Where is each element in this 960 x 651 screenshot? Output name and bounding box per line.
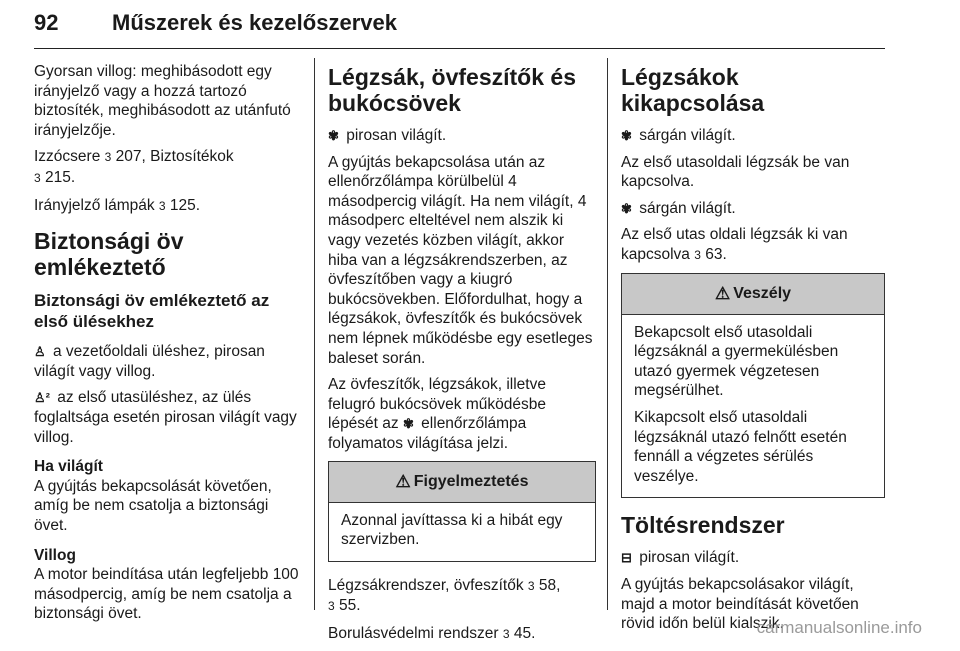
warning-box-header: ⚠ Figyelmeztetés — [329, 462, 595, 503]
paragraph: A gyújtás bekapcsolását követően, amíg be nem csatolja a biztonsági övet. — [34, 477, 272, 534]
paragraph-heading: Villog — [34, 546, 76, 564]
danger-text: Bekapcsolt első utasoldali légzsáknál a gyermekülésben utazó gyermek végzetesen megsérülhet. — [634, 323, 839, 400]
column-2 — [328, 62, 596, 651]
danger-box-header: ⚠ Veszély — [622, 274, 884, 315]
paragraph: Izzócsere 3 207, Biztosítékok 3 215. — [34, 148, 234, 186]
paragraph: A gyújtás bekapcsolásakor világít, majd a motor beindítását követően rövid időn belül kialszik. — [621, 575, 859, 633]
page-number: 92 — [34, 10, 59, 35]
reference-arrow-icon: 3 — [328, 599, 335, 614]
warning-text: Azonnal javíttassa ki a hibát egy szervizben. — [341, 511, 563, 549]
section-heading: Biztonsági öv emlékeztető — [34, 228, 184, 281]
reference-arrow-icon: 3 — [158, 198, 166, 213]
paragraph: Borulásvédelmi rendszer 3 45. — [328, 624, 536, 642]
column-3 — [621, 62, 885, 641]
paragraph: A gyújtás bekapcsolása után az ellenőrzőlámpa körülbelül 4 másodpercig világít. Ha nem világít, 4 másodperc elteltével nem alszik ki vagy vezetés közben világít, akkor hiba van a légzsákrendszerben, az övfeszítőben vagy a kiugró bukócsövekben. Előfordulhat, hogy a légzsákok, övfeszítők és bukócsövek nem lépnek működésbe egy esetleges baleset során. — [328, 153, 593, 367]
battery-icon: ⊟ — [621, 550, 632, 566]
danger-box — [621, 273, 885, 499]
paragraph: Az övfeszítők, légzsákok, illetve felugró bukócsövek működésbe lépését az ✾ ellenőrzőlámpa folyamatos világítása jelzi. — [328, 376, 546, 452]
paragraph: Légzsákrendszer, övfeszítők 3 58, 3 55. — [328, 576, 561, 615]
airbag-icon: ✾ — [402, 416, 414, 432]
paragraph: ♙² az első utasüléshez, az ülés foglaltsága esetén pirosan világít vagy villog. — [34, 389, 297, 446]
seatbelt-driver-icon: ♙ — [34, 344, 46, 360]
subsection-heading: Biztonsági öv emlékeztető az első ülésekhez — [34, 291, 270, 332]
paragraph: Irányjelző lámpák 3 125. — [34, 196, 201, 214]
warning-box — [328, 461, 596, 562]
paragraph: ⊟ pirosan világít. — [621, 549, 740, 567]
warning-triangle-icon: ⚠ — [714, 283, 731, 303]
watermark: carmanualsonline.info — [756, 618, 922, 637]
section-heading: Légzsák, övfeszítők és bukócsövek — [328, 64, 576, 116]
reference-arrow-icon: 3 — [694, 247, 701, 262]
column-1 — [34, 62, 302, 631]
section-heading: Töltésrendszer — [621, 512, 785, 539]
paragraph: Az első utasoldali légzsák be van kapcsolva. — [621, 153, 850, 191]
paragraph: A motor beindítása után legfeljebb 100 másodpercig, amíg be nem csatolja a biztonsági övet. — [34, 566, 299, 623]
seatbelt-passenger-icon: ♙² — [34, 390, 50, 406]
danger-text: Kikapcsolt első utasoldali légzsáknál utazó felnőtt esetén fennáll a végzetes sérülés veszélye. — [634, 408, 847, 485]
section-heading: Légzsákok kikapcsolása — [621, 64, 765, 116]
warning-triangle-icon: ⚠ — [395, 471, 411, 491]
paragraph: Gyorsan villog: meghibásodott egy irányjelző vagy a hozzá tartozó biztosíték, meghibásodott az utánfutó irányjelzője. — [34, 63, 291, 139]
reference-arrow-icon: 3 — [34, 170, 41, 185]
paragraph: Az első utas oldali légzsák ki van kapcsolva 3 63. — [621, 226, 848, 263]
airbag-on-icon: ✾ — [621, 128, 632, 143]
column-divider — [607, 58, 608, 610]
paragraph-heading: Ha világít — [34, 458, 103, 476]
airbag-off-icon: ✾ — [621, 200, 632, 216]
paragraph: ✾ pirosan világít. — [328, 127, 447, 144]
reference-arrow-icon: 3 — [104, 150, 112, 165]
airbag-icon: ✾ — [328, 128, 339, 143]
reference-arrow-icon: 3 — [502, 626, 510, 641]
paragraph: ✾ sárgán világít. — [621, 199, 736, 217]
paragraph: ♙ a vezetőoldali üléshez, pirosan világít vagy villog. — [34, 343, 265, 380]
reference-arrow-icon: 3 — [527, 578, 535, 593]
column-divider — [314, 58, 315, 610]
page-header — [34, 4, 885, 49]
paragraph: ✾ sárgán világít. — [621, 127, 736, 144]
page-title: Műszerek és kezelőszervek — [112, 10, 397, 35]
